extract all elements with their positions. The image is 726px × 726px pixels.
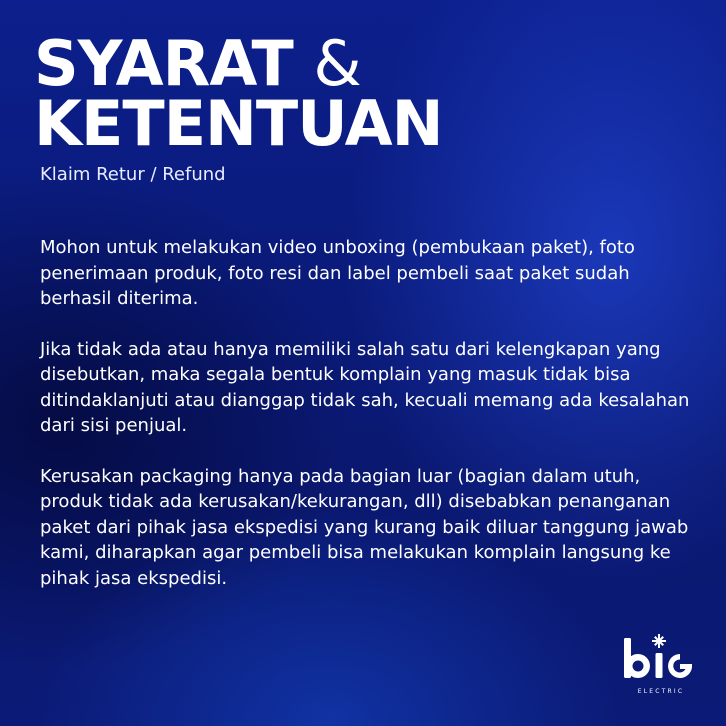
big-electric-logo: [622, 632, 700, 696]
terms-paragraph: Kerusakan packaging hanya pada bagian luar (bagian dalam utuh, produk tidak ada kerusakan/kekurangan, dll) disebabkan penanganan paket dari pihak jasa ekspedisi yang kurang baik diluar tanggung jawab kami, diharapkan agar pembeli bisa melakukan komplain langsung ke pihak jasa ekspedisi.: [40, 465, 689, 589]
terms-body: [40, 235, 690, 616]
terms-paragraph: Mohon untuk melakukan video unboxing (pembukaan paket), foto penerimaan produk, foto resi dan label pembeli saat paket sudah berhasil diterima.: [40, 237, 635, 309]
terms-paragraph: Jika tidak ada atau hanya memiliki salah satu dari kelengkapan yang disebutkan, maka segala bentuk komplain yang masuk tidak bisa ditindaklanjuti atau dianggap tidak sah, kecuali memang ada kesalahan dari sisi penjual.: [40, 338, 690, 436]
page-title: [34, 27, 443, 160]
title-ampersand: &: [313, 27, 361, 100]
page-subtitle: Klaim Retur / Refund: [40, 164, 226, 185]
title-word-ketentuan: KETENTUAN: [34, 87, 443, 160]
title-line-1: [34, 27, 443, 100]
title-word-syarat: SYARAT: [34, 27, 293, 100]
logo-tagline: ELECTRIC: [637, 688, 685, 695]
